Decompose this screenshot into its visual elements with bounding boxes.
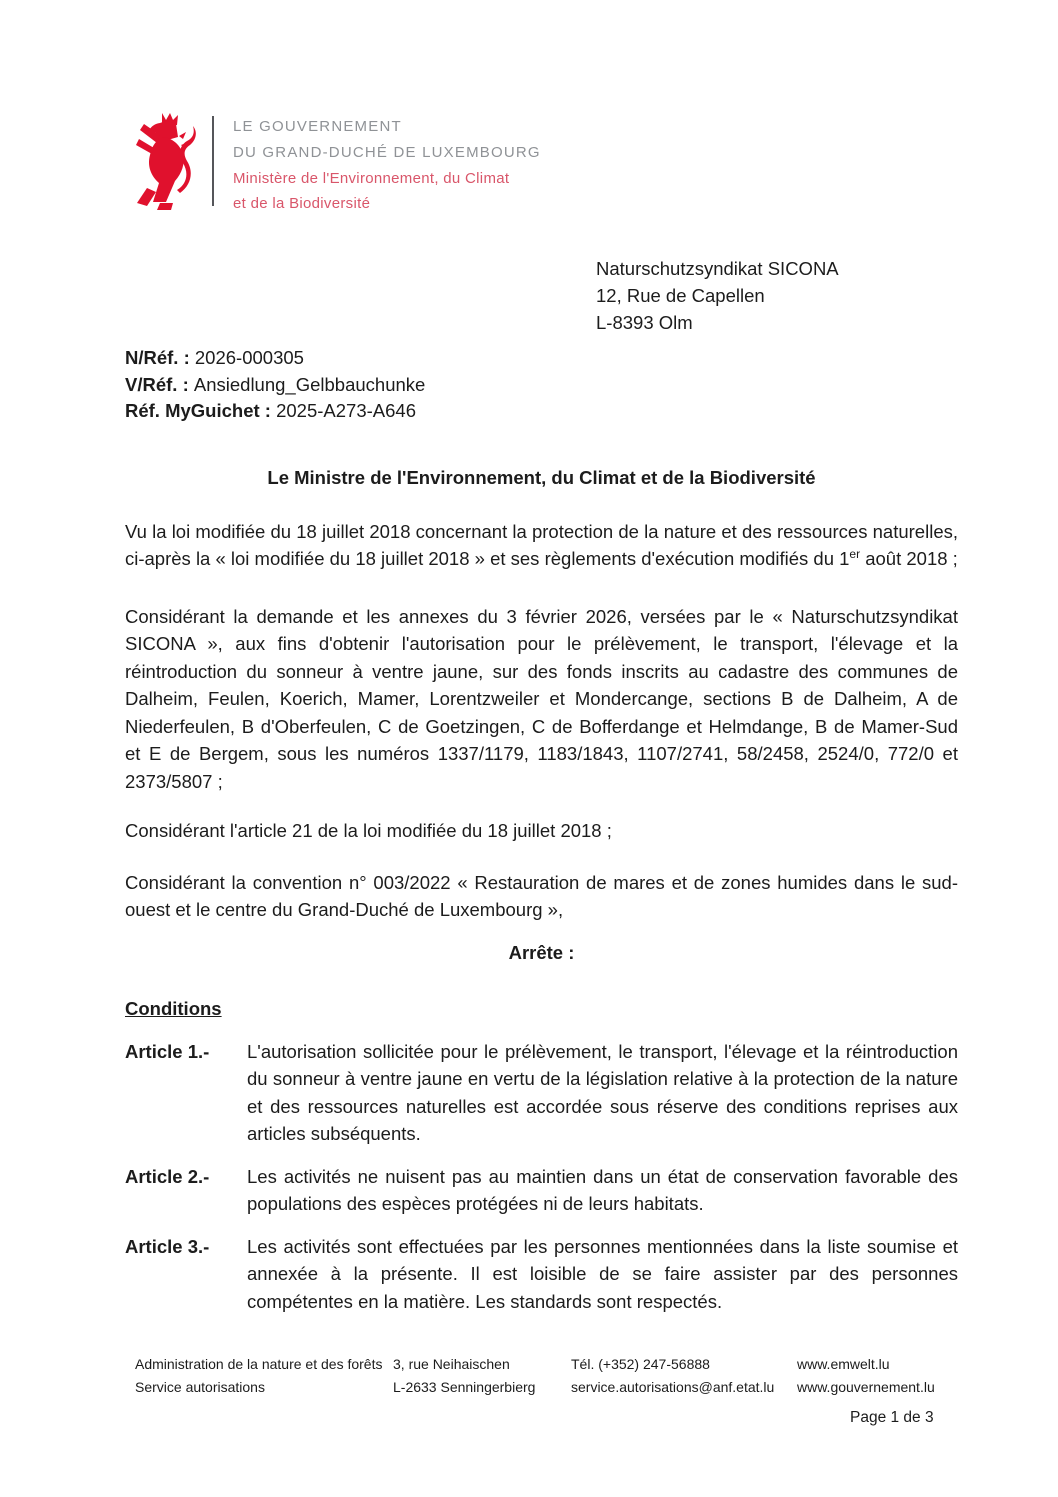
recipient-address	[596, 255, 839, 336]
paragraph-considerant-demande: Considérant la demande et les annexes du 3 février 2026, versées par le « Naturschutzsyndikat SICONA », aux fins d'obtenir l'autorisation pour le prélèvement, le transport, l'élevage et la réintroduction du sonneur à ventre jaune, sur des fonds inscrits au cadastre des communes de Dalheim, Feulen, Koerich, Mamer, Lorentzweiler et Mondercange, sections B de Dalheim, A de Niederfeulen, B d'Oberfeulen, C de Goetzingen, C de Bofferdange et Helmdange, B de Mamer-Sud et E de Bergem, sous les numéros 1337/1179, 1183/1843, 1107/2741, 58/2458, 2524/0, 772/0 et 2373/5807 ;	[125, 605, 958, 792]
recipient-street: 12, Rue de Capellen	[596, 285, 765, 306]
article-3-text: Les activités sont effectuées par les personnes mentionnées dans la liste soumise et annexée à la présente. Il est loisible de se faire assister par des personnes compétentes en la matière. Les standards sont respectés.	[247, 1235, 958, 1312]
footer-administration	[135, 1353, 393, 1399]
recipient-name: Naturschutzsyndikat SICONA	[596, 258, 839, 279]
reference-nref	[125, 345, 425, 372]
footer-websites	[797, 1353, 935, 1399]
ministry-name-line1: Ministère de l'Environnement, du Climat	[233, 170, 510, 187]
reference-myguichet	[125, 398, 425, 425]
letter-footer	[135, 1353, 935, 1399]
footer-address	[393, 1353, 571, 1399]
article-3-label: Article 3.-	[125, 1235, 210, 1257]
article-3	[125, 1233, 958, 1316]
footer-website-emwelt: www.emwelt.lu	[797, 1356, 890, 1372]
footer-address-line1: 3, rue Neihaischen	[393, 1356, 510, 1372]
reference-nref-value: 2026-000305	[194, 347, 304, 368]
article-1-label: Article 1.-	[125, 1040, 210, 1062]
page-number: Page 1 de 3	[850, 1409, 934, 1426]
letterhead-divider	[212, 116, 214, 206]
luxembourg-lion-icon	[135, 112, 199, 210]
article-1-text: L'autorisation sollicitée pour le prélèvement, le transport, l'élevage et la réintroduction du sonneur à ventre jaune en vertu de la législation relative à la protection de la nature et des ressources naturelles est accordée sous réserve des conditions reprises aux articles subséquents.	[247, 1040, 958, 1144]
paragraph-vu-text: Vu la loi modifiée du 18 juillet 2018 concernant la protection de la nature et des ressources naturelles, ci-après la « loi modifiée du 18 juillet 2018 » et ses règlements d'exécution modifiés du 1	[125, 520, 958, 569]
letterhead-text	[233, 112, 541, 216]
article-2-label: Article 2.-	[125, 1165, 210, 1187]
reference-myguichet-label: Réf. MyGuichet :	[125, 400, 277, 421]
footer-website-gouvernement: www.gouvernement.lu	[797, 1379, 935, 1395]
reference-vref-value: Ansiedlung_Gelbbauchunke	[193, 373, 426, 395]
paragraph-vu-la-loi	[125, 518, 958, 573]
paragraph-considerant-convention: Considérant la convention n° 003/2022 « Restauration de mares et de zones humides dans le sud-ouest et le centre du Grand-Duché de Luxembourg »,	[125, 871, 958, 920]
article-2-text: Les activités ne nuisent pas au maintien dans un état de conservation favorable des populations des espèces protégées ni de leurs habitats.	[247, 1165, 958, 1214]
document-title: Le Ministre de l'Environnement, du Climat et de la Biodiversité	[267, 467, 816, 488]
reference-block	[125, 345, 425, 425]
footer-admin-line1: Administration de la nature et des forêts	[135, 1356, 383, 1372]
reference-myguichet-value: 2025-A273-A646	[276, 400, 416, 421]
conditions-heading: Conditions	[125, 998, 222, 1019]
government-name-line1: LE GOUVERNEMENT	[233, 118, 402, 135]
letter-body	[125, 464, 958, 1315]
reference-nref-label: N/Réf. :	[125, 347, 195, 368]
arrete-heading: Arrête :	[508, 941, 575, 963]
footer-email: service.autorisations@anf.etat.lu	[571, 1379, 775, 1395]
article-1	[125, 1038, 958, 1148]
article-2	[125, 1163, 958, 1218]
footer-contact	[571, 1353, 797, 1399]
government-name-line2: DU GRAND-DUCHÉ DE LUXEMBOURG	[233, 144, 541, 161]
ministry-name-line2: et de la Biodiversité	[233, 195, 371, 212]
government-letterhead	[135, 112, 541, 216]
footer-phone: Tél. (+352) 247-56888	[571, 1356, 710, 1372]
footer-address-line2: L-2633 Senningerbierg	[393, 1379, 536, 1395]
reference-vref	[125, 372, 425, 399]
paragraph-vu-text-end: août 2018 ;	[860, 548, 958, 569]
footer-admin-line2: Service autorisations	[135, 1379, 265, 1395]
recipient-city: L-8393 Olm	[596, 312, 693, 333]
superscript-er: er	[849, 546, 861, 561]
reference-vref-label: V/Réf. :	[125, 373, 194, 395]
paragraph-considerant-article21: Considérant l'article 21 de la loi modifiée du 18 juillet 2018 ;	[125, 820, 612, 841]
